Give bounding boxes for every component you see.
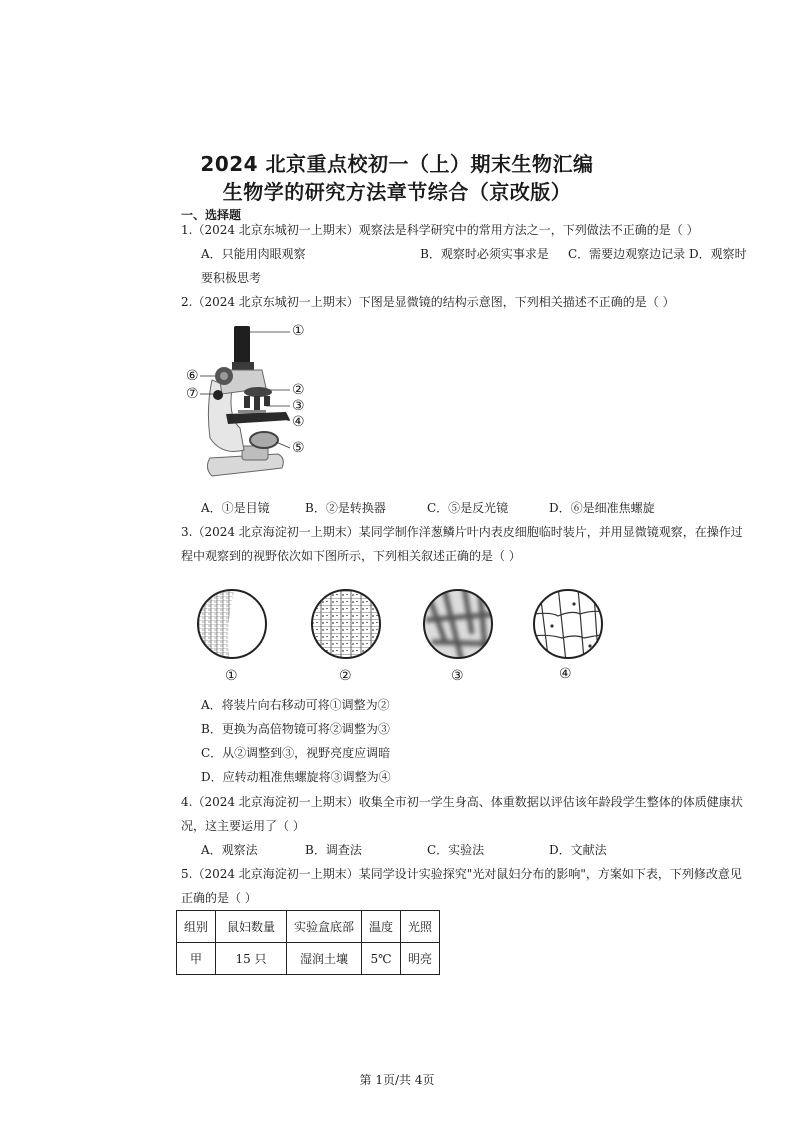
q2-option-c: C．⑤是反光镜 [427,501,509,515]
view-label-2: ② [339,668,352,684]
label-5: ⑤ [292,440,305,456]
q1-stem: 1.（2024 北京东城初一上期末）观察法是科学研究中的常用方法之一，下列做法不正确的是（ ） [181,223,699,237]
table-header-cell: 温度 [362,911,401,943]
q4-option-c: C．实验法 [427,843,485,857]
q2-stem: 2.（2024 北京东城初一上期末）下图是显微镜的结构示意图，下列相关描述不正确的是（ ） [181,295,675,309]
q3-option-a: A．将装片向右移动可将①调整为② [201,698,390,712]
table-header-row [177,911,440,943]
q4-stem-line2: 况，这主要运用了（ ） [181,819,305,833]
table-row [177,943,440,975]
q3-option-b: B．更换为高倍物镜可将②调整为③ [201,722,390,736]
q1-options-cont: 要积极思考 [201,271,262,285]
label-3: ③ [292,398,305,414]
table-header-cell: 实验盒底部 [287,911,362,943]
q2-option-b: B．②是转换器 [305,501,386,515]
page-title-line1: 2024 北京重点校初一（上）期末生物汇编 [200,152,594,176]
experiment-table [176,910,440,975]
table-cell: 5℃ [362,943,401,975]
q4-option-d: D．文献法 [549,843,607,857]
table-header-cell: 鼠妇数量 [216,911,287,943]
q4-option-a: A．观察法 [201,843,258,857]
q3-stem-line1: 3.（2024 北京海淀初一上期末）某同学制作洋葱鳞片叶内表皮细胞临时装片，并用显微镜观察，在操作过 [181,525,743,539]
microscope-views-figure [196,584,616,664]
q5-stem-line2: 正确的是（ ） [181,891,257,905]
section-heading: 一、选择题 [181,208,242,222]
q1-options: A．只能用肉眼观察 B．观察时必须实事求是 C．需要边观察边记录 D．观察时 [201,247,747,261]
label-6: ⑥ [186,368,199,384]
q4-option-b: B．调查法 [305,843,362,857]
page-footer: 第 1页/共 4页 [359,1073,435,1087]
q2-option-d: D．⑥是细准焦螺旋 [549,501,655,515]
label-1: ① [292,323,305,339]
q4-stem-line1: 4.（2024 北京海淀初一上期末）收集全市初一学生身高、体重数据以评估该年龄段学生整体的体质健康状 [181,795,743,809]
q5-stem-line1: 5.（2024 北京海淀初一上期末）某同学设计实验探究"光对鼠妇分布的影响"，方案如下表，下列修改意见 [181,867,742,881]
q2-option-a: A．①是目镜 [201,501,270,515]
q3-option-d: D．应转动粗准焦螺旋将③调整为④ [201,770,391,784]
q3-option-c: C．从②调整到③，视野亮度应调暗 [201,746,391,760]
table-cell: 15 只 [216,943,287,975]
view-label-1: ① [225,668,238,684]
label-4: ④ [292,414,305,430]
table-cell: 甲 [177,943,216,975]
page-title-line2: 生物学的研究方法章节综合（京改版） [222,180,572,204]
view-label-3: ③ [451,668,464,684]
table-header-cell: 光照 [401,911,440,943]
table-cell: 明亮 [401,943,440,975]
label-7: ⑦ [186,386,199,402]
table-cell: 湿润土壤 [287,943,362,975]
q3-stem-line2: 程中观察到的视野依次如下图所示，下列相关叙述正确的是（ ） [181,549,521,563]
view-label-4: ④ [559,666,572,682]
label-2: ② [292,382,305,398]
table-header-cell: 组别 [177,911,216,943]
